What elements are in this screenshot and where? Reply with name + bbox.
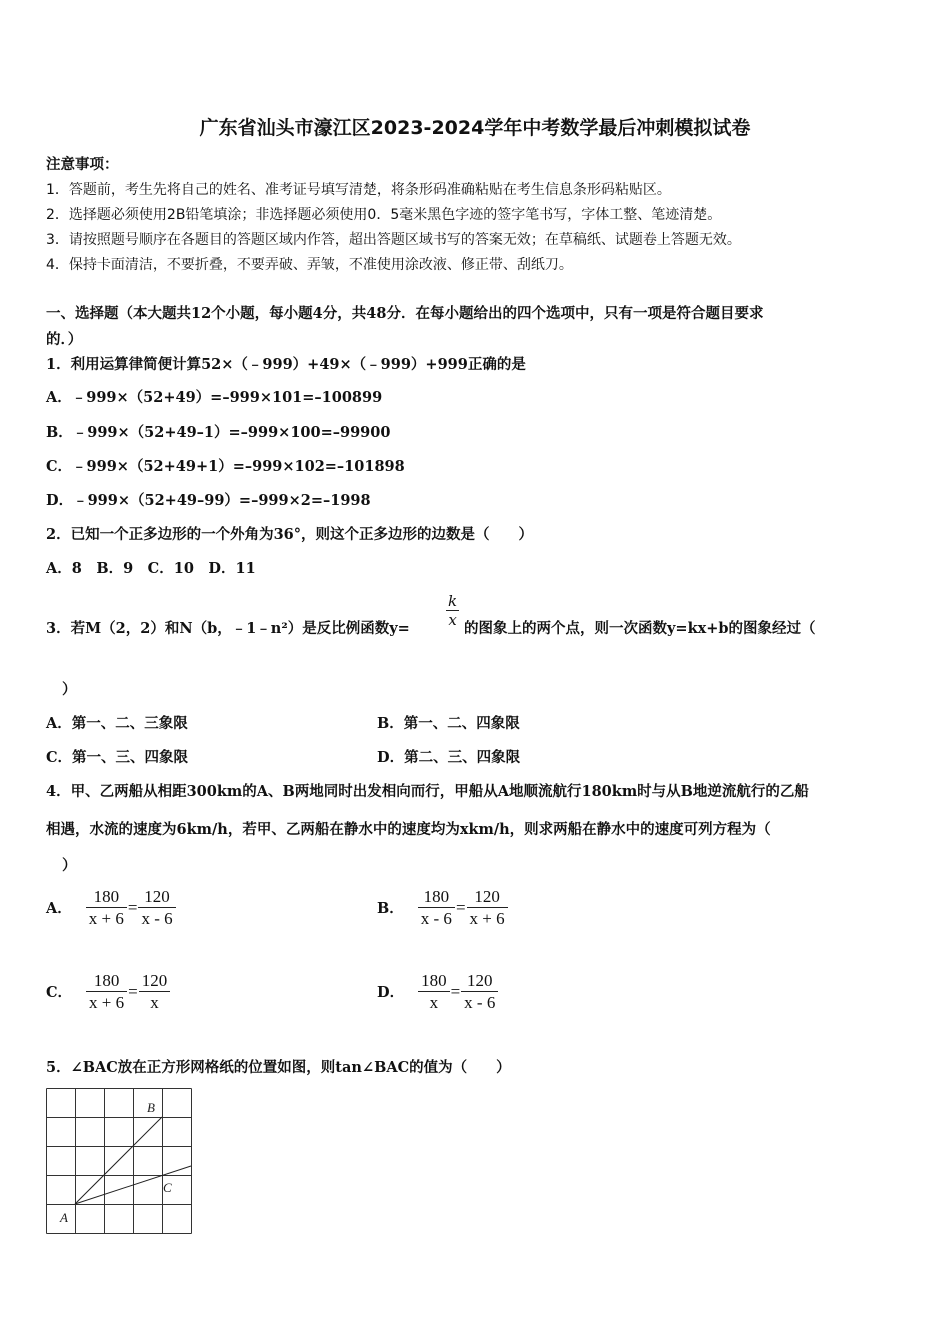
fraction — [461, 970, 498, 1014]
q4-option-d — [377, 970, 498, 1014]
notice-item-3: 3．请按照题号顺序在各题目的答题区域内作答，超出答题区域书写的答案无效；在草稿纸、试题卷上答题无效。 — [46, 232, 741, 248]
q3-option-d: D．第二、三、四象限 — [377, 749, 521, 766]
numerator: 120 — [139, 970, 171, 992]
denominator: x + 6 — [469, 909, 505, 929]
fraction — [418, 970, 450, 1014]
fraction — [418, 886, 455, 930]
q4-close-paren: ） — [62, 857, 77, 874]
q4-stem-line-2: 相遇，水流的速度为6km/h，若甲、乙两船在静水中的速度均为xkm/h，则求两船在静水中的速度可列方程为（ — [46, 821, 771, 838]
numerator: 180 — [418, 886, 455, 908]
q3-option-c: C．第一、三、四象限 — [46, 749, 189, 766]
q1-option-b: B．﹣999×（52+49–1）=–999×100=–99900 — [46, 424, 391, 441]
fraction — [138, 886, 175, 930]
grid-lines — [47, 1089, 192, 1234]
notice-item-2: 2．选择题必须使用2B铅笔填涂；非选择题必须使用0．5毫米黑色字迹的签字笔书写，字体工整、笔迹清楚。 — [46, 207, 722, 223]
fraction-numerator: k — [448, 592, 458, 610]
k-over-x-fraction — [446, 592, 459, 629]
ray-ab — [75, 1117, 162, 1204]
denominator: x - 6 — [420, 909, 452, 929]
q3-option-b: B．第一、二、四象限 — [377, 715, 520, 732]
section-heading-line-2: 的．） — [46, 331, 83, 348]
q3-close-paren: ） — [62, 681, 77, 698]
q3-stem-post: 的图象上的两个点，则一次函数y=kx+b的图象经过（ — [464, 620, 816, 637]
fraction — [467, 886, 508, 930]
denominator: x + 6 — [89, 993, 125, 1013]
square-grid-figure — [46, 1088, 192, 1234]
q1-option-c: C．﹣999×（52+49+1）=–999×102=–101898 — [46, 458, 405, 475]
notice-heading: 注意事项： — [46, 156, 119, 173]
notice-item-1: 1．答题前，考生先将自己的姓名、准考证号填写清楚，将条形码准确粘贴在考生信息条形码粘贴区。 — [46, 182, 671, 198]
q4-option-c — [46, 970, 170, 1014]
numerator: 180 — [418, 970, 450, 992]
equals-sign: = — [127, 897, 138, 917]
q1-option-d: D．﹣999×（52+49–99）=–999×2=–1998 — [46, 492, 371, 509]
numerator: 120 — [138, 886, 175, 908]
numerator: 180 — [86, 886, 127, 908]
equals-sign: = — [455, 897, 466, 917]
option-label: B． — [377, 900, 404, 918]
numerator: 180 — [86, 970, 127, 992]
denominator: x - 6 — [141, 909, 173, 929]
numerator: 120 — [467, 886, 508, 908]
option-label: A． — [46, 900, 72, 918]
q4-stem-line-1: 4．甲、乙两船从相距300km的A、B两地同时出发相向而行，甲船从A地顺流航行180km时与从B地逆流航行的乙船 — [46, 783, 809, 800]
denominator: x — [150, 993, 159, 1013]
option-label: D． — [377, 984, 405, 1002]
q3-stem-pre: 3．若M（2，2）和N（b，﹣1﹣n²）是反比例函数y= — [46, 620, 410, 637]
q2-stem: 2．已知一个正多边形的一个外角为36°，则这个正多边形的边数是（ ） — [46, 526, 534, 543]
equals-sign: = — [128, 981, 138, 1001]
option-label: C． — [46, 984, 73, 1002]
point-b-label: B — [147, 1100, 155, 1115]
page-title: 广东省汕头市濠江区2023-2024学年中考数学最后冲刺模拟试卷 — [199, 117, 751, 139]
fraction — [86, 886, 127, 930]
denominator: x + 6 — [88, 909, 124, 929]
point-a-label: A — [60, 1210, 68, 1225]
q1-stem: 1．利用运算律简便计算52×（﹣999）+49×（﹣999）+999正确的是 — [46, 356, 526, 373]
denominator: x - 6 — [464, 993, 496, 1013]
fraction — [86, 970, 127, 1014]
fraction-denominator: x — [448, 611, 457, 629]
q2-options: A．8 B．9 C．10 D．11 — [46, 560, 256, 577]
numerator: 120 — [461, 970, 498, 992]
q4-option-b — [377, 886, 508, 930]
section-heading-line-1: 一、选择题（本大题共12个小题，每小题4分，共48分．在每小题给出的四个选项中，只有一项是符合题目要求 — [46, 305, 764, 322]
denominator: x — [429, 993, 439, 1013]
notice-item-4: 4．保持卡面清洁，不要折叠，不要弄破、弄皱，不准使用涂改液、修正带、刮纸刀。 — [46, 257, 573, 273]
q5-stem: 5．∠BAC放在正方形网格纸的位置如图，则tan∠BAC的值为（ ） — [46, 1059, 511, 1076]
q4-option-a — [46, 886, 176, 930]
point-c-label: C — [163, 1180, 172, 1195]
equals-sign: = — [450, 981, 461, 1001]
fraction — [139, 970, 171, 1014]
q3-option-a: A．第一、二、三象限 — [46, 715, 188, 732]
q1-option-a: A．﹣999×（52+49）=–999×101=–100899 — [46, 389, 383, 406]
